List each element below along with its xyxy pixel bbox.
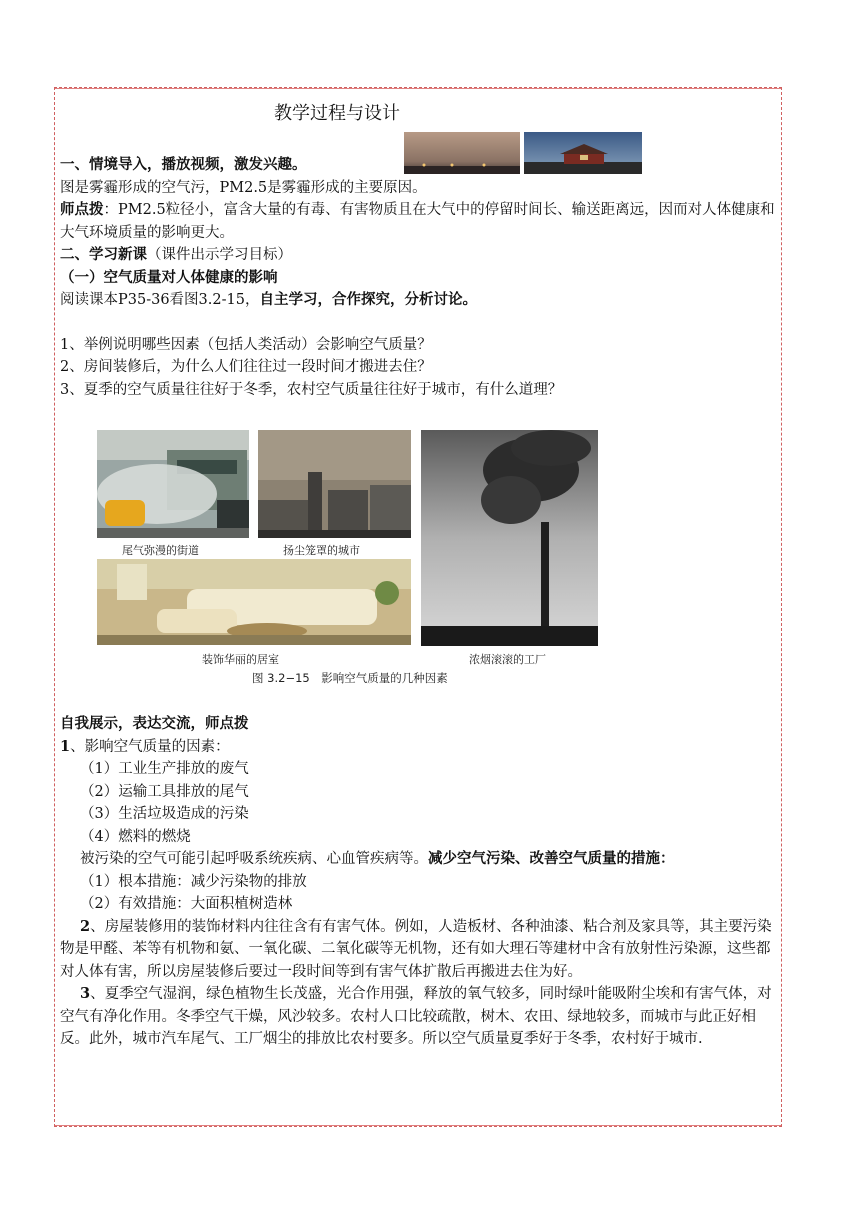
teacher-note [60, 199, 780, 244]
measures-bold: 减少空气污染、改善空气质量的措施： [428, 850, 675, 867]
answer-2-text: 、房屋装修用的装饰材料内往往含有有害气体。例如，人造板材、各种油漆、粘合剂及家具等，其主要污染物是甲醛、苯等有机物和氨、一氧化碳、二氧化碳等无机物，还有如大理石等建材中含有放射性污染源，这些都对人体有害，所以房屋装修后要过一段时间等到有害气体扩散后再搬进去住为好。 [60, 918, 772, 980]
answer-2-num: 2 [80, 917, 91, 935]
dusty-city-photo [258, 430, 411, 538]
section-2-heading [60, 244, 780, 267]
factory-smoke-photo [421, 430, 598, 646]
measure-1: （1）根本措施：减少污染物的排放 [80, 873, 307, 890]
question-2: 2、房间装修后，为什么人们往往过一段时间才搬进去住？ [60, 359, 432, 375]
reading-instruction [60, 289, 780, 312]
decorated-home-photo [97, 559, 411, 645]
answer-3 [60, 983, 780, 1051]
teacher-label: 师点拨 [60, 201, 104, 218]
question-1: 1、举例说明哪些因素（包括人类活动）会影响空气质量？ [60, 336, 432, 353]
section-1-line: 图是雾霾形成的空气污，PM2.5是雾霾形成的主要原因。 [60, 179, 427, 196]
teacher-text: ：PM2.5粒径小，富含大量的有毒、有害物质且在大气中的停留时间长、输送距离远，因而对人体健康和大气环境质量的影响更大。 [60, 202, 775, 241]
caption-street: 尾气弥漫的街道 [122, 544, 199, 557]
answer-1-text: 、影响空气质量的因素： [70, 738, 230, 755]
caption-factory: 浓烟滚滚的工厂 [469, 653, 546, 666]
figure-caption: 图 3.2−15 影响空气质量的几种因素 [252, 671, 448, 685]
caption-home: 装饰华丽的居室 [202, 653, 279, 666]
page-title: 教学过程与设计 [274, 103, 400, 124]
measure-2: （2）有效措施：大面积植树造林 [80, 896, 293, 912]
answer-3-num: 3 [80, 985, 91, 1002]
answer-1-title [60, 736, 780, 759]
show-heading: 自我展示，表达交流，师点拨 [60, 715, 249, 732]
reading-plain: 阅读课本P35-36看图3.2-15， [60, 292, 260, 308]
factor-2: （2）运输工具排放的尾气 [80, 783, 249, 800]
measures-plain: 被污染的空气可能引起呼吸系统疾病、心血管疾病等。 [80, 851, 428, 867]
section-2-1-heading: （一）空气质量对人体健康的影响 [60, 268, 278, 286]
reading-bold: 自主学习，合作探究，分析讨论。 [259, 291, 477, 308]
section-1-heading: 一、情境导入，播放视频，激发兴趣。 [60, 156, 307, 173]
caption-city: 扬尘笼罩的城市 [283, 544, 360, 557]
section-2-title: 二、学习新课 [60, 246, 147, 263]
measures-line [60, 848, 780, 871]
factor-1: （1）工业生产排放的废气 [80, 761, 249, 777]
answer-3-text: 、夏季空气湿润，绿色植物生长茂盛，光合作用强，释放的氧气较多，同时绿叶能吸附尘埃和有害气体，对空气有净化作用。冬季空气干燥，风沙较多。农村人口比较疏散，树木、农田、绿地较多，而城市与此正好相反。此外，城市汽车尾气、工厂烟尘的排放比农村要多。所以空气质量夏季好于冬季，农村好于城市. [60, 986, 772, 1047]
factor-4: （4）燃料的燃烧 [80, 828, 191, 845]
section-2-sub: （课件出示学习目标） [147, 247, 292, 263]
answer-2 [60, 916, 780, 984]
street-exhaust-photo [97, 430, 249, 538]
question-3: 3、夏季的空气质量往往好于冬季，农村空气质量往往好于城市，有什么道理？ [60, 381, 563, 398]
answer-1-num: 1 [60, 737, 71, 755]
factor-3: （3）生活垃圾造成的污染 [80, 806, 249, 822]
